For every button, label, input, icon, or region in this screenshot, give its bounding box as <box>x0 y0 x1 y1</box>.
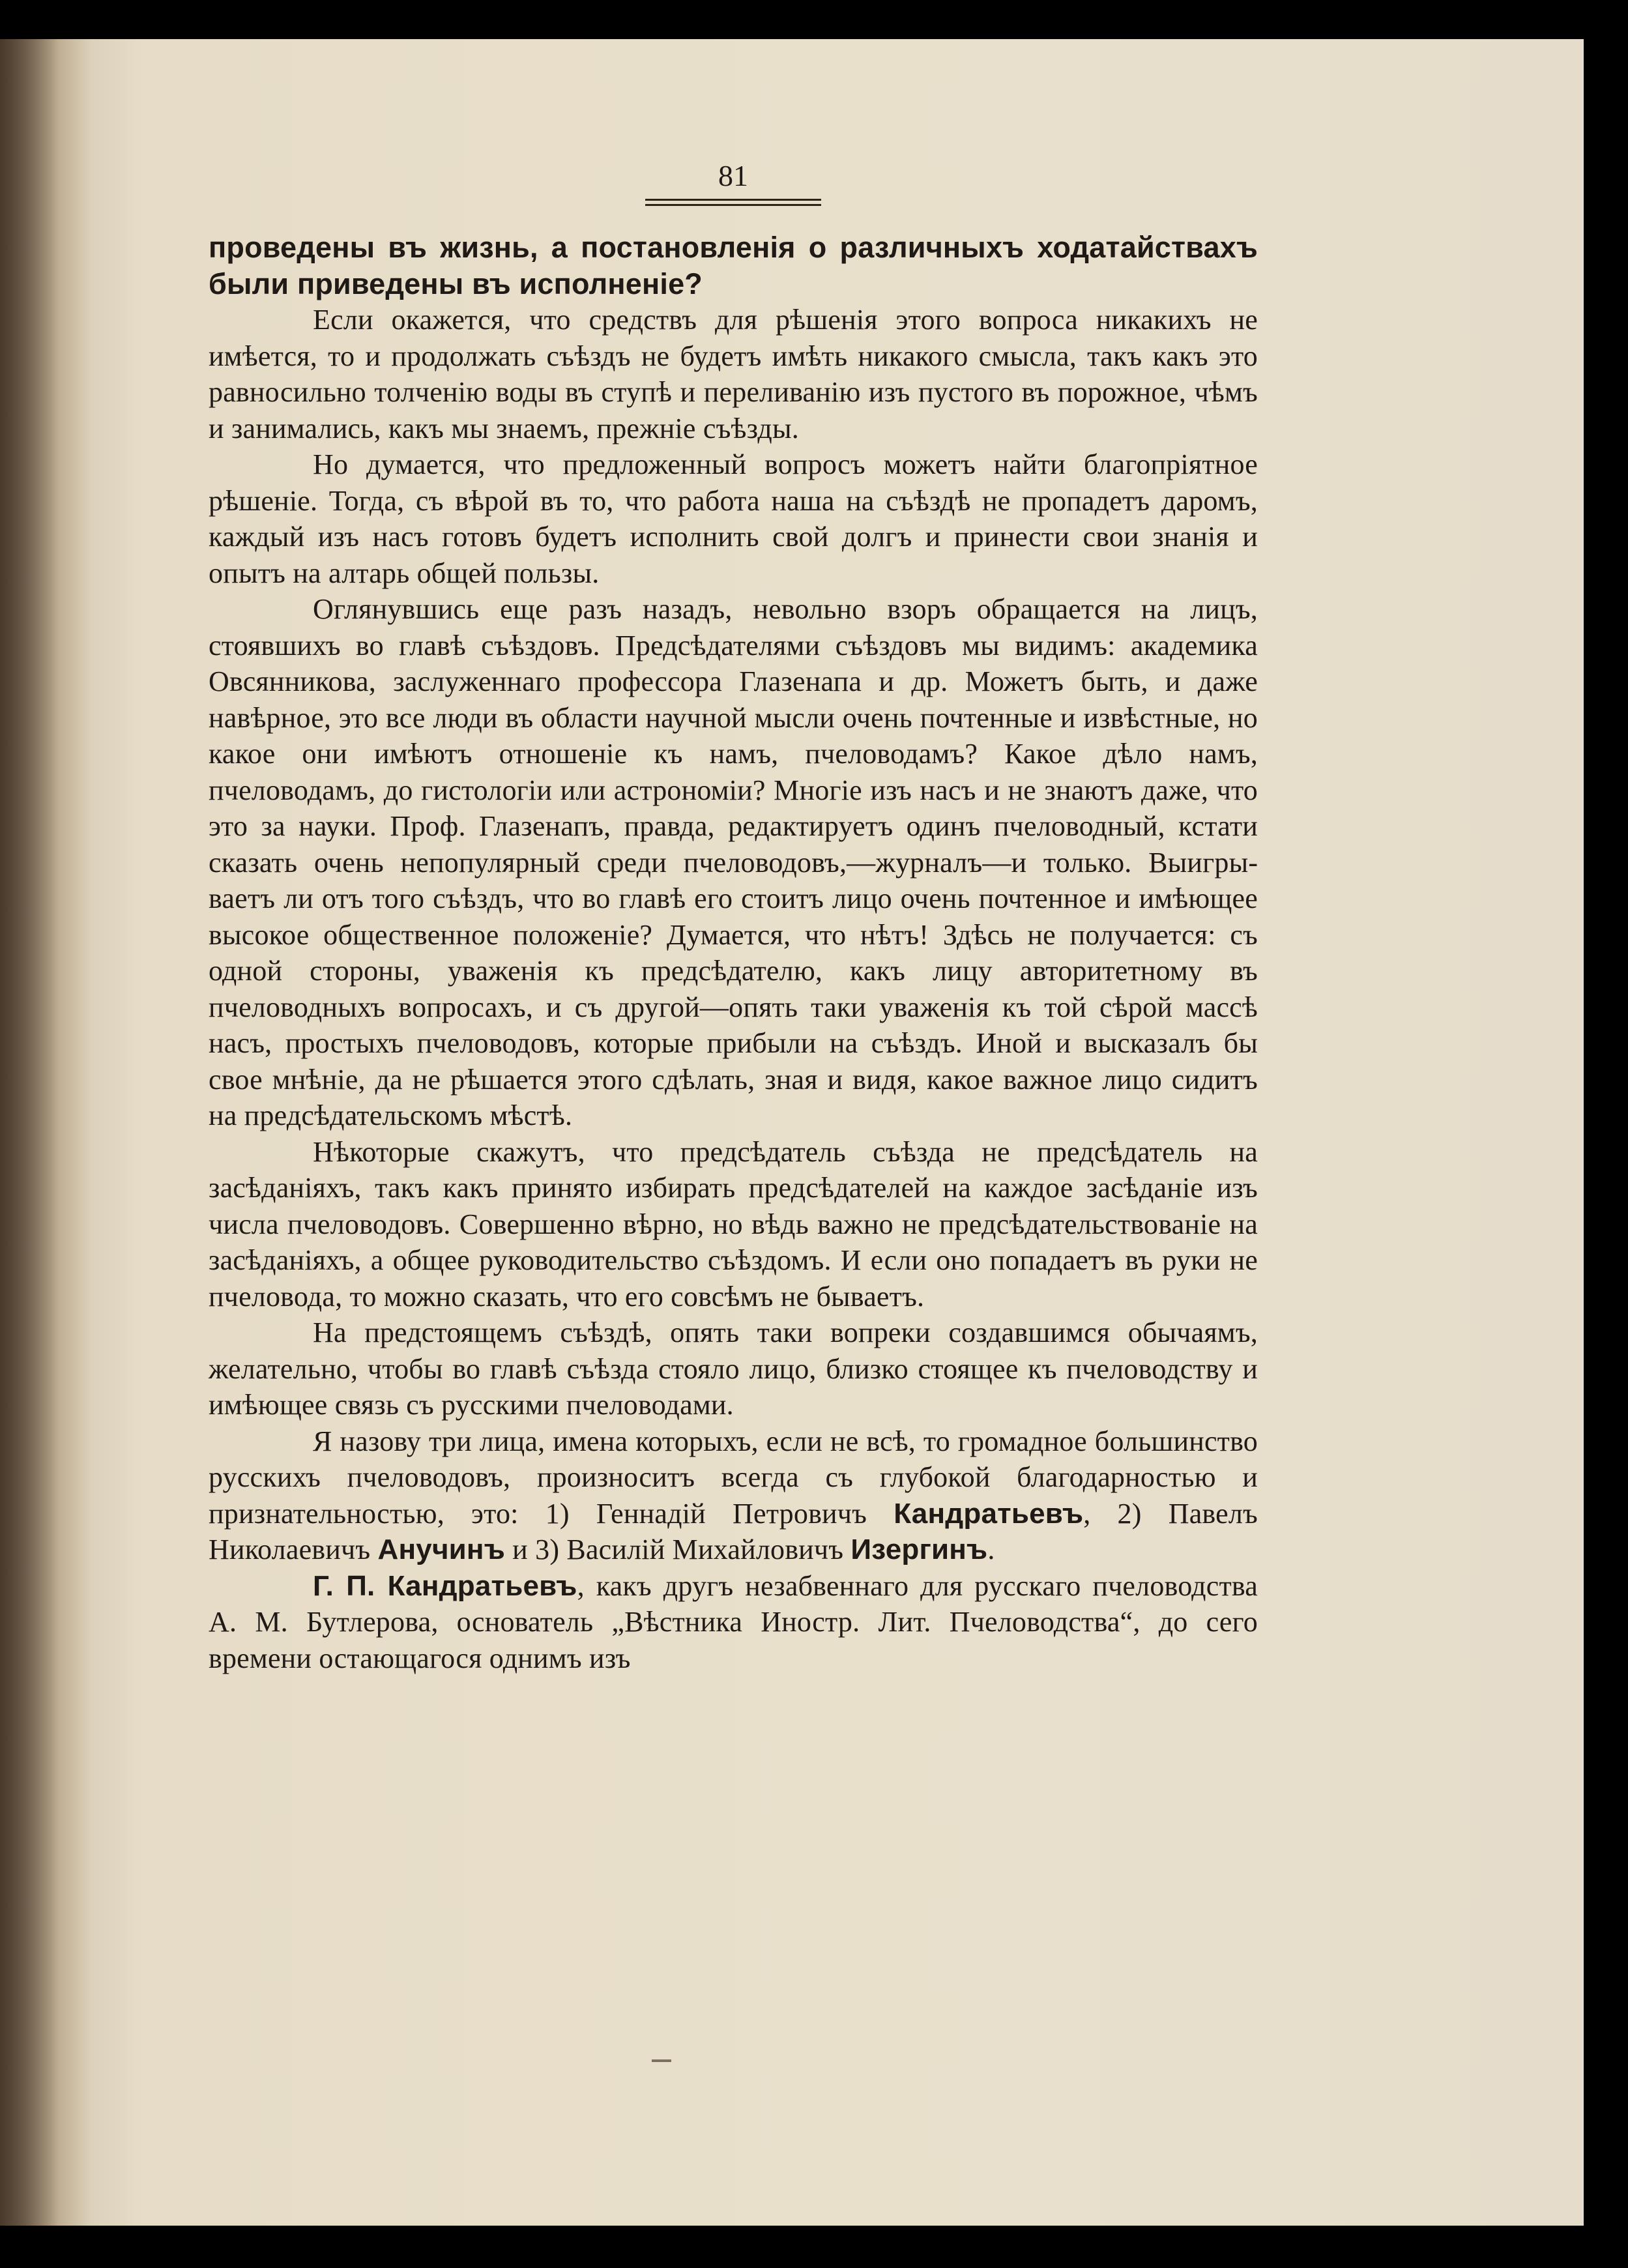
paragraph-2: Если окажется, что средствъ для рѣшенія этого вопроса никакихъ не имѣется, то и продолжать съѣздъ не будетъ имѣть никакого смысла, такъ какъ это равносильно толченію воды въ ступѣ и переливанію изъ пустого въ порожное, чѣмъ и занимались, какъ мы знаемъ, прежніе съѣзды. <box>209 304 1258 444</box>
paragraph-7-text-d: . <box>987 1534 995 1565</box>
paragraph-6: На предстоящемъ съѣздѣ, опять таки вопреки создавшимся обычаямъ, желательно, чтобы во главѣ съѣзда стояло лицо, близко стоящее къ пчеловодству и имѣющее связь съ русскими пчеловодами. <box>209 1316 1258 1421</box>
paragraph-1: проведены въ жизнь, а постановленія о различныхъ ходатайствахъ были приведены въ исполненіе? <box>209 231 1258 300</box>
paragraph-8 <box>209 1568 1258 1677</box>
paragraph-5: Нѣкоторые скажутъ, что предсѣдатель съѣзда не предсѣдатель на засѣданіяхъ, такъ какъ принято избирать предсѣдателей на каждое засѣданіе изъ числа пчеловодовъ. Совершенно вѣрно, но вѣдь важно не предсѣдательствованіе на засѣданіяхъ, а общее руководительство съѣздомъ. И если оно попадаетъ въ руки не пчеловода, то можно сказать, что его совсѣмъ не бываетъ. <box>209 1135 1258 1313</box>
paragraph-7-text-b: , 2) Павелъ Николаевичъ <box>209 1497 1258 1565</box>
paragraph-8-lead-name: Г. П. Кандратьевъ <box>313 1569 577 1602</box>
name-anuchin: Анучинъ <box>377 1534 505 1565</box>
paragraph-7-text-c: и 3) Василій Михайловичъ <box>504 1534 851 1565</box>
page-number: 81 <box>718 159 748 192</box>
paragraph-3: Но думается, что предложенный вопросъ можетъ найти благопріятное рѣшеніе. Тогда, съ вѣрой въ то, что работа наша на съѣздѣ не пропадетъ даромъ, каждый изъ насъ готовъ будетъ исполнить свой долгъ и принести свои знанія и опытъ на алтарь общей пользы. <box>209 448 1258 589</box>
paragraph-7 <box>209 1423 1258 1568</box>
paragraph-4: Оглянувшись еще разъ назадъ, невольно взоръ обращается на лицъ, стоявшихъ во главѣ съѣздовъ. Предсѣдателями съѣздовъ мы видимъ: академика Овсянникова, заслуженнаго профессора Глазенапа и др. Можетъ быть, и даже навѣрное, это все люди въ области научной мысли очень почтенные и извѣстные, но какое они имѣютъ отношеніе къ намъ, пчеловодамъ? Какое дѣло намъ, пчеловодамъ, до гистологіи или астрономіи? Многіе изъ насъ и не знаютъ даже, что это за науки. Проф. Глазенапъ, правда, редактируетъ одинъ пчеловодный, кстати сказать очень непопулярный среди пчеловодовъ,—журналъ—и только. Выигрываетъ ли отъ того съѣздъ, что во главѣ его стоитъ лицо очень почтенное и имѣющее высокое общественное положеніе? Думается, что нѣтъ! Здѣсь не получается: съ одной стороны, уваженія къ предсѣдателю, какъ лицу авторитетному въ пчеловодныхъ вопросахъ, и съ другой—опять таки уваженія къ той сѣрой массѣ насъ, простыхъ пчеловодовъ, которые прибыли на съѣздъ. Иной и высказалъ бы свое мнѣніе, да не рѣшается этого сдѣлать, зная и видя, какое важное лицо сидитъ на предсѣдательскомъ мѣстѣ. <box>209 593 1258 1131</box>
paragraph-7-text-a: Я назову три лица, имена которыхъ, если не всѣ, то громадное большинство русскихъ пчеловодовъ, произноситъ всегда съ глубокой благодарностью и признательностью, это: 1) Геннадій Петровичъ <box>209 1425 1258 1530</box>
paragraph-8-text: , какъ другъ незабвеннаго для русскаго пчеловодства А. М. Бутлерова, основатель „Вѣстника Иностр. Лит. Пчеловодства“, до сего времени остающагося однимъ изъ <box>209 1569 1258 1674</box>
page-content <box>209 160 1258 1676</box>
name-izergin: Изергинъ <box>850 1534 988 1565</box>
name-kandratiev: Кандратьевъ <box>894 1497 1084 1530</box>
page-gutter-shadow <box>0 39 59 2226</box>
page-mark <box>652 2059 671 2062</box>
page-number-rule <box>645 199 821 206</box>
